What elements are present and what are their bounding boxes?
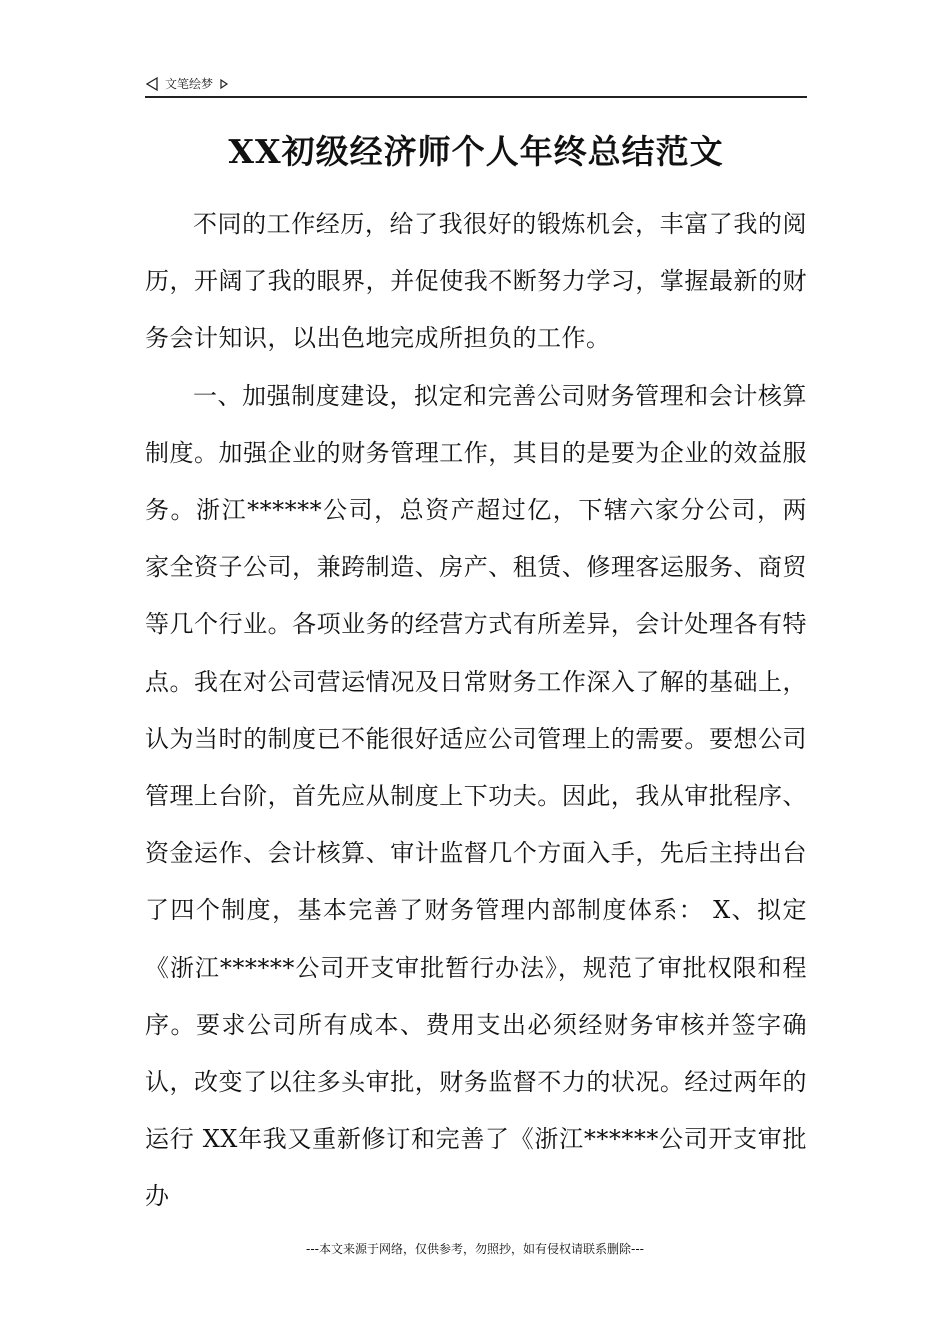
paragraph-section-one: 一、加强制度建设，拟定和完善公司财务管理和会计核算制度。加强企业的财务管理工作，其目的是要为企业的效益服务。浙江******公司，总资产超过亿，下辖六家分公司，两家全资子公司，兼跨制造、房产、租赁、修理客运服务、商贸等几个行业。各项业务的经营方式有所差异，会计处理各有特点。我在对公司营运情况及日常财务工作深入了解的基础上，认为当时的制度已不能很好适应公司管理上的需要。要想公司管理上台阶，首先应从制度上下功夫。因此，我从审批程序、资金运作、会计核算、审计监督几个方面入手，先后主持出台了四个制度，基本完善了财务管理内部制度体系： X、拟定《浙江******公司开支审批暂行办法》，规范了审批权限和程序。要求公司所有成本、费用支出必须经财务审核并签字确认，改变了以往多头审批，财务监督不力的状况。经过两年的运行 XX年我又重新修订和完善了《浙江******公司开支审批办 xyxy=(145,381,807,1211)
triangle-right-outline-icon xyxy=(219,78,229,90)
document-title: XX初级经济师个人年终总结范文 xyxy=(228,132,724,171)
triangle-left-outline-icon xyxy=(145,76,159,92)
document-body xyxy=(145,196,807,1226)
header-label: 文笔绘梦 xyxy=(165,77,214,91)
paragraph-intro: 不同的工作经历，给了我很好的锻炼机会，丰富了我的阅历，开阔了我的眼界，并促使我不断努力学习，掌握最新的财务会计知识，以出色地完成所担负的工作。 xyxy=(145,210,807,353)
page-header xyxy=(145,72,807,98)
header-brand xyxy=(145,75,229,92)
footer-disclaimer: ---本文来源于网络，仅供参考，勿照抄，如有侵权请联系删除--- xyxy=(306,1242,644,1256)
